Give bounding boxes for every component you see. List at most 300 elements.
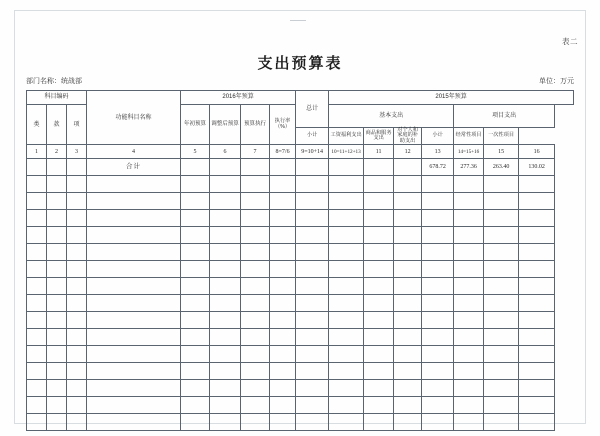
cell-empty[interactable] (484, 295, 519, 312)
cell-empty[interactable] (364, 278, 394, 295)
cell-empty[interactable] (454, 193, 484, 210)
cell-empty[interactable] (27, 363, 47, 380)
cell-total-label[interactable]: 合计 (87, 159, 181, 176)
cell-empty[interactable] (210, 380, 241, 397)
cell-empty[interactable] (519, 329, 555, 346)
cell-empty[interactable] (422, 295, 454, 312)
cell-empty[interactable] (329, 210, 364, 227)
colnum-2: 2 (47, 145, 67, 159)
cell-empty[interactable] (519, 176, 555, 193)
header-goods-services: 商品和服务支出 (364, 128, 394, 145)
cell-empty[interactable] (181, 329, 210, 346)
cell-empty[interactable] (519, 397, 555, 414)
cell-empty[interactable] (422, 414, 454, 431)
header-year-2016: 2016年预算 (181, 91, 296, 105)
cell-empty[interactable] (394, 261, 422, 278)
cell-empty[interactable] (181, 363, 210, 380)
cell-empty[interactable] (296, 329, 329, 346)
cell-empty[interactable] (210, 261, 241, 278)
table-row-empty[interactable] (27, 363, 574, 380)
header-initial-budget: 年初预算 (181, 105, 210, 145)
cell-empty[interactable] (210, 193, 241, 210)
cell-empty[interactable] (422, 193, 454, 210)
colnum-14: 14=15+16 (454, 145, 484, 159)
cell-empty[interactable] (87, 329, 181, 346)
cell-empty[interactable] (454, 210, 484, 227)
cell-empty[interactable] (454, 312, 484, 329)
cell-initial-budget[interactable] (181, 159, 210, 176)
cell-empty[interactable] (181, 414, 210, 431)
cell-empty[interactable] (454, 329, 484, 346)
cell-empty[interactable] (454, 346, 484, 363)
cell-empty[interactable] (296, 193, 329, 210)
cell-empty[interactable] (27, 278, 47, 295)
cell-empty[interactable] (484, 244, 519, 261)
cell-empty[interactable] (394, 380, 422, 397)
header-project-subtotal: 小计 (422, 128, 454, 145)
cell-empty[interactable] (484, 380, 519, 397)
cell-empty[interactable] (364, 329, 394, 346)
colnum-13: 13 (422, 145, 454, 159)
cell-empty[interactable] (241, 193, 270, 210)
cell-empty[interactable] (422, 397, 454, 414)
cell-empty[interactable] (210, 278, 241, 295)
cell-budget-execution[interactable] (241, 159, 270, 176)
cell-empty[interactable] (270, 210, 296, 227)
cell-empty[interactable] (67, 261, 87, 278)
cell-empty[interactable] (87, 193, 181, 210)
cell-empty[interactable] (67, 193, 87, 210)
cell-empty[interactable] (329, 329, 364, 346)
cell-empty[interactable] (364, 176, 394, 193)
cell-adjusted-budget[interactable] (210, 159, 241, 176)
cell-empty[interactable] (484, 176, 519, 193)
cell-empty[interactable] (241, 363, 270, 380)
cell-empty[interactable] (270, 346, 296, 363)
cell-personal-family-subsidy[interactable]: 678.72 (422, 159, 454, 176)
cell-empty[interactable] (67, 227, 87, 244)
colnum-12: 12 (394, 145, 422, 159)
cell-empty[interactable] (454, 244, 484, 261)
header-xiang: 项 (67, 105, 87, 145)
cell-empty[interactable] (241, 244, 270, 261)
header-basic-subtotal: 小计 (296, 128, 329, 145)
cell-empty[interactable] (422, 176, 454, 193)
cell-empty[interactable] (270, 176, 296, 193)
cell-empty[interactable] (181, 176, 210, 193)
cell-basic-subtotal[interactable] (329, 159, 364, 176)
cell-empty[interactable] (484, 363, 519, 380)
cell-empty[interactable] (394, 363, 422, 380)
cell-empty[interactable] (241, 414, 270, 431)
cell-empty[interactable] (67, 329, 87, 346)
cell-empty[interactable] (210, 210, 241, 227)
cell-empty[interactable] (87, 346, 181, 363)
cell-empty[interactable] (296, 312, 329, 329)
cell-lei[interactable] (27, 159, 47, 176)
cell-empty[interactable] (329, 261, 364, 278)
cell-empty[interactable] (67, 244, 87, 261)
cell-empty[interactable] (47, 193, 67, 210)
cell-empty[interactable] (422, 312, 454, 329)
cell-empty[interactable] (394, 176, 422, 193)
cell-empty[interactable] (422, 329, 454, 346)
cell-empty[interactable] (329, 380, 364, 397)
cell-empty[interactable] (67, 397, 87, 414)
table-row-empty[interactable] (27, 193, 574, 210)
cell-empty[interactable] (47, 244, 67, 261)
cell-empty[interactable] (27, 380, 47, 397)
cell-empty[interactable] (87, 261, 181, 278)
cell-empty[interactable] (454, 278, 484, 295)
cell-empty[interactable] (422, 227, 454, 244)
cell-empty[interactable] (329, 176, 364, 193)
cell-empty[interactable] (296, 380, 329, 397)
cell-empty[interactable] (422, 278, 454, 295)
header-personal-family-subsidy: 对个人和家庭的补助支出 (394, 128, 422, 145)
cell-onetime-project[interactable]: 130.02 (519, 159, 555, 176)
cell-empty[interactable] (270, 414, 296, 431)
cell-empty[interactable] (484, 278, 519, 295)
cell-empty[interactable] (422, 363, 454, 380)
cell-empty[interactable] (519, 380, 555, 397)
cell-empty[interactable] (364, 363, 394, 380)
cell-empty[interactable] (181, 380, 210, 397)
cell-empty[interactable] (270, 312, 296, 329)
cell-empty[interactable] (270, 329, 296, 346)
cell-empty[interactable] (296, 414, 329, 431)
cell-empty[interactable] (519, 295, 555, 312)
cell-empty[interactable] (47, 176, 67, 193)
table-row-empty[interactable] (27, 176, 574, 193)
cell-empty[interactable] (210, 312, 241, 329)
cell-empty[interactable] (181, 346, 210, 363)
cell-empty[interactable] (484, 312, 519, 329)
header-onetime-project: 一次性项目 (484, 128, 519, 145)
cell-empty[interactable] (27, 210, 47, 227)
cell-empty[interactable] (296, 397, 329, 414)
cell-empty[interactable] (27, 312, 47, 329)
cell-empty[interactable] (67, 210, 87, 227)
cell-empty[interactable] (181, 295, 210, 312)
cell-empty[interactable] (329, 363, 364, 380)
cell-empty[interactable] (210, 227, 241, 244)
cell-empty[interactable] (181, 261, 210, 278)
cell-empty[interactable] (47, 261, 67, 278)
table-row-empty[interactable] (27, 295, 574, 312)
cell-empty[interactable] (329, 227, 364, 244)
cell-empty[interactable] (394, 227, 422, 244)
cell-empty[interactable] (241, 397, 270, 414)
sheet-number: 表二 (562, 37, 578, 46)
table-row-empty[interactable] (27, 261, 574, 278)
cell-empty[interactable] (364, 380, 394, 397)
cell-empty[interactable] (394, 295, 422, 312)
colnum-9: 9=10+14 (296, 145, 329, 159)
cell-empty[interactable] (484, 210, 519, 227)
cell-empty[interactable] (47, 346, 67, 363)
cell-empty[interactable] (87, 244, 181, 261)
cell-empty[interactable] (87, 210, 181, 227)
cell-empty[interactable] (296, 244, 329, 261)
cell-empty[interactable] (519, 278, 555, 295)
cell-empty[interactable] (364, 261, 394, 278)
cell-empty[interactable] (67, 346, 87, 363)
colnum-10: 10=11+12+13 (329, 145, 364, 159)
cell-empty[interactable] (394, 397, 422, 414)
cell-empty[interactable] (454, 295, 484, 312)
cell-empty[interactable] (241, 176, 270, 193)
cell-empty[interactable] (241, 261, 270, 278)
cell-empty[interactable] (364, 193, 394, 210)
cell-empty[interactable] (270, 363, 296, 380)
cell-empty[interactable] (181, 210, 210, 227)
cell-empty[interactable] (241, 278, 270, 295)
cell-empty[interactable] (210, 414, 241, 431)
cell-empty[interactable] (27, 176, 47, 193)
cell-empty[interactable] (47, 363, 67, 380)
cell-empty[interactable] (210, 244, 241, 261)
cell-salary-welfare[interactable] (364, 159, 394, 176)
cell-empty[interactable] (270, 193, 296, 210)
cell-empty[interactable] (47, 210, 67, 227)
table-row-empty[interactable] (27, 346, 574, 363)
cell-empty[interactable] (67, 176, 87, 193)
cell-empty[interactable] (241, 346, 270, 363)
cell-empty[interactable] (210, 176, 241, 193)
header-basic-expenditure: 基本支出 (329, 105, 454, 128)
cell-empty[interactable] (181, 227, 210, 244)
cell-empty[interactable] (67, 295, 87, 312)
cell-empty[interactable] (87, 176, 181, 193)
cell-empty[interactable] (519, 363, 555, 380)
cell-empty[interactable] (364, 295, 394, 312)
cell-empty[interactable] (241, 312, 270, 329)
cell-empty[interactable] (519, 244, 555, 261)
header-kuan: 款 (47, 105, 67, 145)
cell-grand-total[interactable] (296, 159, 329, 176)
header-adjusted-budget: 调整后预算 (210, 105, 241, 145)
cell-empty[interactable] (296, 278, 329, 295)
cell-empty[interactable] (484, 329, 519, 346)
cell-empty[interactable] (296, 261, 329, 278)
cell-empty[interactable] (364, 227, 394, 244)
cell-empty[interactable] (296, 176, 329, 193)
cell-empty[interactable] (270, 261, 296, 278)
cell-empty[interactable] (270, 397, 296, 414)
cell-empty[interactable] (27, 414, 47, 431)
cell-empty[interactable] (329, 278, 364, 295)
cell-empty[interactable] (454, 227, 484, 244)
cell-empty[interactable] (394, 346, 422, 363)
cell-empty[interactable] (87, 397, 181, 414)
cell-empty[interactable] (329, 346, 364, 363)
cell-empty[interactable] (484, 414, 519, 431)
cell-empty[interactable] (27, 329, 47, 346)
cell-empty[interactable] (27, 397, 47, 414)
cell-empty[interactable] (329, 414, 364, 431)
cell-empty[interactable] (519, 210, 555, 227)
cell-empty[interactable] (241, 210, 270, 227)
cell-empty[interactable] (364, 244, 394, 261)
cell-empty[interactable] (329, 244, 364, 261)
cell-empty[interactable] (47, 295, 67, 312)
cell-empty[interactable] (87, 295, 181, 312)
cell-empty[interactable] (181, 312, 210, 329)
table-row-empty[interactable] (27, 380, 574, 397)
cell-empty[interactable] (296, 346, 329, 363)
cell-empty[interactable] (210, 363, 241, 380)
cell-empty[interactable] (67, 312, 87, 329)
cell-empty[interactable] (27, 227, 47, 244)
cell-empty[interactable] (47, 312, 67, 329)
cell-xiang[interactable] (67, 159, 87, 176)
cell-empty[interactable] (210, 346, 241, 363)
cell-empty[interactable] (394, 193, 422, 210)
cell-empty[interactable] (270, 295, 296, 312)
cell-empty[interactable] (47, 414, 67, 431)
cell-empty[interactable] (364, 312, 394, 329)
cell-empty[interactable] (296, 227, 329, 244)
cell-empty[interactable] (210, 295, 241, 312)
colnum-8: 8=7/6 (270, 145, 296, 159)
cell-empty[interactable] (422, 210, 454, 227)
table-row-empty[interactable] (27, 329, 574, 346)
cell-empty[interactable] (87, 380, 181, 397)
cell-empty[interactable] (454, 414, 484, 431)
cell-empty[interactable] (422, 346, 454, 363)
cell-empty[interactable] (27, 261, 47, 278)
cell-empty[interactable] (394, 312, 422, 329)
cell-empty[interactable] (454, 261, 484, 278)
cell-empty[interactable] (47, 278, 67, 295)
cell-empty[interactable] (484, 227, 519, 244)
table-row-empty[interactable] (27, 397, 574, 414)
cell-goods-services[interactable] (394, 159, 422, 176)
cell-empty[interactable] (67, 278, 87, 295)
cell-empty[interactable] (484, 261, 519, 278)
cell-empty[interactable] (87, 414, 181, 431)
cell-empty[interactable] (241, 329, 270, 346)
cell-empty[interactable] (210, 397, 241, 414)
cell-empty[interactable] (296, 295, 329, 312)
header-total: 总计 (296, 91, 329, 128)
cell-empty[interactable] (329, 295, 364, 312)
cell-empty[interactable] (87, 312, 181, 329)
page-top-mark (290, 20, 306, 21)
cell-kuan[interactable] (47, 159, 67, 176)
cell-empty[interactable] (519, 193, 555, 210)
cell-empty[interactable] (394, 244, 422, 261)
header-budget-execution: 预算执行 (241, 105, 270, 145)
cell-empty[interactable] (67, 414, 87, 431)
table-row[interactable] (27, 159, 574, 176)
cell-empty[interactable] (67, 380, 87, 397)
cell-empty[interactable] (519, 346, 555, 363)
table-row-empty[interactable] (27, 244, 574, 261)
cell-empty[interactable] (422, 380, 454, 397)
cell-empty[interactable] (270, 227, 296, 244)
department-name: 部门名称：统战部 (26, 78, 82, 85)
table-row-empty[interactable] (27, 227, 574, 244)
cell-regular-project[interactable]: 263.40 (484, 159, 519, 176)
cell-empty[interactable] (27, 193, 47, 210)
cell-empty[interactable] (329, 312, 364, 329)
cell-empty[interactable] (394, 414, 422, 431)
cell-empty[interactable] (394, 329, 422, 346)
cell-empty[interactable] (210, 329, 241, 346)
cell-empty[interactable] (296, 210, 329, 227)
cell-empty[interactable] (364, 346, 394, 363)
cell-empty[interactable] (364, 210, 394, 227)
cell-empty[interactable] (519, 414, 555, 431)
cell-empty[interactable] (270, 244, 296, 261)
cell-empty[interactable] (87, 363, 181, 380)
cell-empty[interactable] (181, 397, 210, 414)
cell-empty[interactable] (422, 261, 454, 278)
cell-empty[interactable] (181, 278, 210, 295)
cell-empty[interactable] (27, 244, 47, 261)
table-row-empty[interactable] (27, 210, 574, 227)
cell-project-subtotal[interactable]: 277.36 (454, 159, 484, 176)
cell-empty[interactable] (519, 227, 555, 244)
table-row-empty[interactable] (27, 278, 574, 295)
cell-empty[interactable] (329, 193, 364, 210)
cell-empty[interactable] (241, 295, 270, 312)
cell-empty[interactable] (47, 227, 67, 244)
cell-empty[interactable] (67, 363, 87, 380)
cell-empty[interactable] (47, 380, 67, 397)
cell-empty[interactable] (519, 261, 555, 278)
colnum-6: 6 (210, 145, 241, 159)
cell-empty[interactable] (241, 227, 270, 244)
colnum-11: 11 (364, 145, 394, 159)
cell-empty[interactable] (181, 193, 210, 210)
cell-empty[interactable] (422, 244, 454, 261)
cell-empty[interactable] (394, 278, 422, 295)
cell-empty[interactable] (241, 380, 270, 397)
cell-empty[interactable] (270, 278, 296, 295)
cell-empty[interactable] (519, 312, 555, 329)
cell-empty[interactable] (484, 193, 519, 210)
cell-empty[interactable] (296, 363, 329, 380)
cell-empty[interactable] (454, 380, 484, 397)
cell-empty[interactable] (454, 363, 484, 380)
cell-empty[interactable] (87, 278, 181, 295)
cell-empty[interactable] (394, 210, 422, 227)
cell-empty[interactable] (87, 227, 181, 244)
cell-execution-rate[interactable] (270, 159, 296, 176)
table-row-empty[interactable] (27, 312, 574, 329)
cell-empty[interactable] (364, 397, 394, 414)
cell-empty[interactable] (270, 380, 296, 397)
cell-empty[interactable] (47, 397, 67, 414)
cell-empty[interactable] (364, 414, 394, 431)
cell-empty[interactable] (27, 346, 47, 363)
cell-empty[interactable] (47, 329, 67, 346)
cell-empty[interactable] (454, 397, 484, 414)
table-row-empty[interactable] (27, 414, 574, 431)
cell-empty[interactable] (484, 346, 519, 363)
cell-empty[interactable] (27, 295, 47, 312)
cell-empty[interactable] (484, 397, 519, 414)
cell-empty[interactable] (454, 176, 484, 193)
cell-empty[interactable] (181, 244, 210, 261)
colnum-4: 4 (87, 145, 181, 159)
header-lei: 类 (27, 105, 47, 145)
colnum-15: 15 (484, 145, 519, 159)
cell-empty[interactable] (329, 397, 364, 414)
